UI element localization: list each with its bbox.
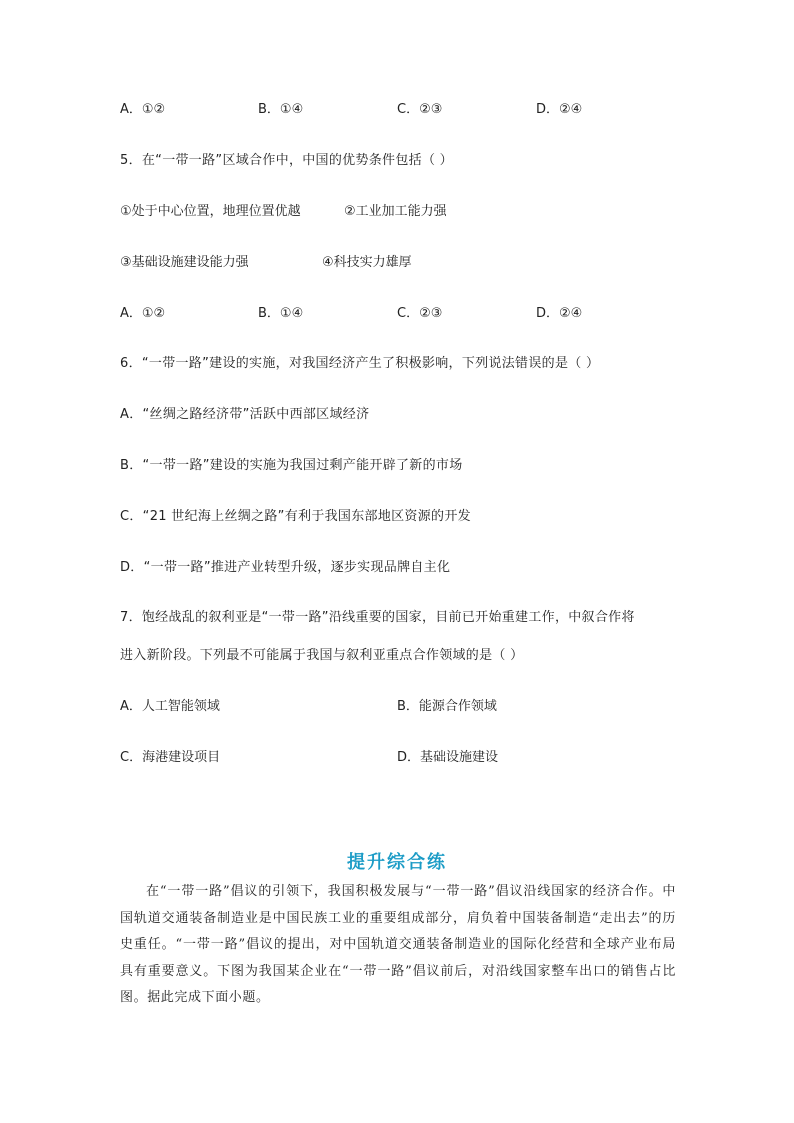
q5-item-4: ④科技实力雄厚: [322, 255, 412, 270]
q4-option-a[interactable]: A．①②: [120, 102, 166, 117]
section-title: 提升综合练: [347, 852, 447, 873]
q7-option-a[interactable]: A．人工智能领域: [120, 699, 220, 714]
q5-option-a[interactable]: A．①②: [120, 306, 166, 321]
q5-stem: 5．在“一带一路”区域合作中，中国的优势条件包括（ ）: [120, 153, 453, 168]
q7-stem-line-2: 进入新阶段。下列最不可能属于我国与叙利亚重点合作领域的是（ ）: [120, 648, 524, 663]
q5-option-b[interactable]: B．①④: [258, 306, 304, 321]
q6-option-d[interactable]: D．“一带一路”推进产业转型升级，逐步实现品牌自主化: [120, 560, 451, 575]
q6-option-a[interactable]: A．“丝绸之路经济带”活跃中西部区域经济: [120, 407, 370, 422]
q5-option-c[interactable]: C．②③: [397, 306, 443, 321]
q4-option-b[interactable]: B．①④: [258, 102, 304, 117]
q7-option-b[interactable]: B．能源合作领域: [397, 699, 497, 714]
q5-option-d[interactable]: D．②④: [536, 306, 583, 321]
q5-item-1: ①处于中心位置，地理位置优越: [120, 204, 301, 219]
q5-item-3: ③基础设施建设能力强: [120, 255, 249, 270]
section-paragraph: 在“一带一路”倡议的引领下，我国积极发展与“一带一路”倡议沿线国家的经济合作。中国轨道交通装备制造业是中国民族工业的重要组成部分，肩负着中国装备制造“走出去”的历史重任。“一带一路”倡议的提出，对中国轨道交通装备制造业的国际化经营和全球产业布局具有重要意义。下图为我国某企业在“一带一路”倡议前后，对沿线国家整车出口的销售占比图。据此完成下面小题。: [120, 884, 676, 1005]
q6-stem: 6．“一带一路”建设的实施，对我国经济产生了积极影响，下列说法错误的是（ ）: [120, 356, 600, 371]
q4-option-d[interactable]: D．②④: [536, 102, 583, 117]
q7-stem-line-1: 7．饱经战乱的叙利亚是“一带一路”沿线重要的国家，目前已开始重建工作，中叙合作将: [120, 610, 635, 625]
q6-option-c[interactable]: C．“21 世纪海上丝绸之路”有利于我国东部地区资源的开发: [120, 509, 471, 524]
q6-option-b[interactable]: B．“一带一路”建设的实施为我国过剩产能开辟了新的市场: [120, 458, 463, 473]
q4-option-c[interactable]: C．②③: [397, 102, 443, 117]
q7-option-d[interactable]: D．基础设施建设: [397, 750, 499, 765]
q7-option-c[interactable]: C．海港建设项目: [120, 750, 221, 765]
q5-item-2: ②工业加工能力强: [344, 204, 447, 219]
